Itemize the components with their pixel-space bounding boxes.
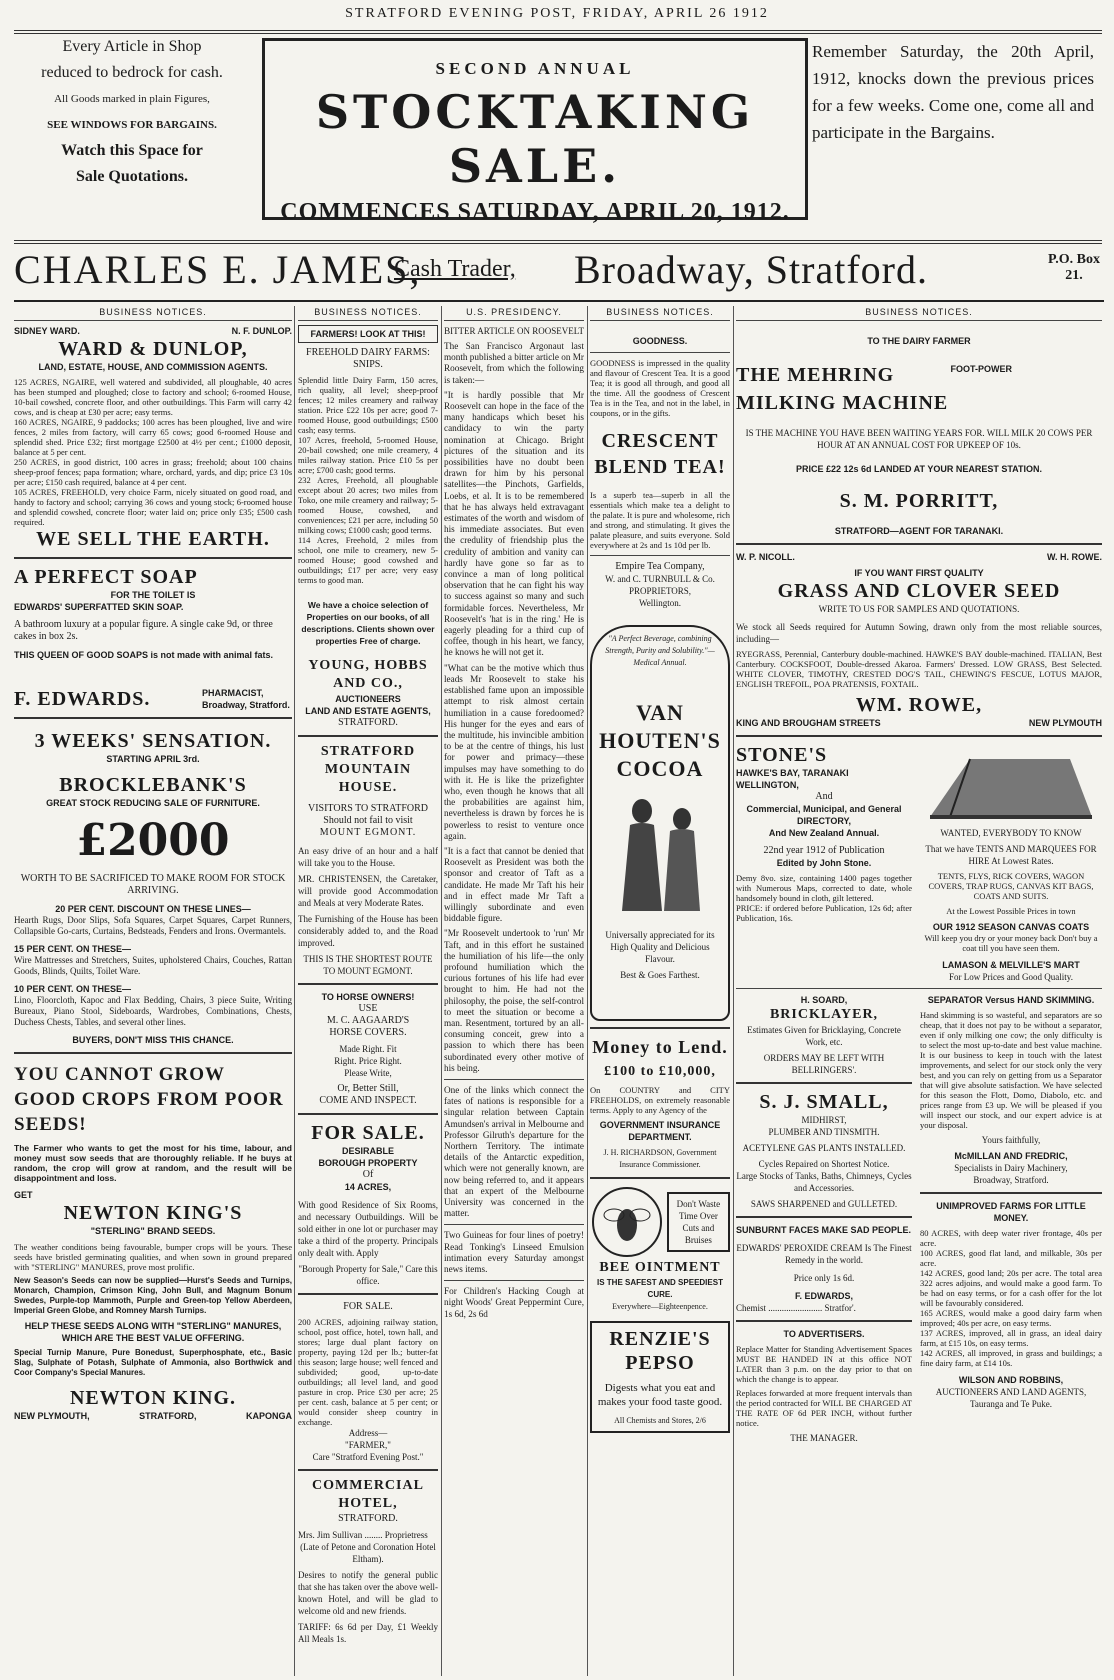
- saws: SAWS SHARPENED and GULLETED.: [750, 1199, 898, 1209]
- queen-soaps: THIS QUEEN OF GOOD SOAPS is not made with animal fats.: [14, 650, 274, 660]
- wh-rowe: W. H. ROWE.: [1047, 552, 1102, 562]
- country-freeholds: On COUNTRY and CITY FREEHOLDS, on extremely reasonable terms. Apply to any Agency of the: [590, 1085, 730, 1115]
- loc-new-plymouth: NEW PLYMOUTH,: [14, 1411, 90, 1421]
- paragraph: "Mr Roosevelt undertook to 'run' Mr Taft, and in this effort he sustained the humiliation of his life—the only profound humiliation which the curious fortunes of his life had ever brought to him. He had not the philosophy, the poise, the self-control to meet the situation or become a man. Resentment, tortured by an all-consuming conceit, grew into a passion to which there has been subordinated every other motive of his being.: [444, 928, 584, 1073]
- dairy-farmer: TO THE DAIRY FARMER: [867, 336, 971, 346]
- column-rule: [733, 306, 734, 1676]
- borough-property: "Borough Property for Sale," Care this office.: [298, 1264, 438, 1286]
- porritt: S. M. PORRITT,: [839, 490, 999, 512]
- wm-rowe: WM. ROWE,: [855, 694, 983, 716]
- paragraph: For Children's Hacking Cough at night Woods' Great Peppermint Cure, 1s 6d, 2s 6d: [444, 1286, 584, 1319]
- residence-text: With good Residence of Six Rooms, and necessary Outbuildings. Will be sold either in one lot or purchaser may take a third of the property. Principals only dealt with. Apply: [298, 1200, 438, 1258]
- broadway: Broadway, Stratford.: [973, 1175, 1049, 1185]
- banner-left-line1: Every Article in Shop: [62, 38, 202, 55]
- masthead: STRATFORD EVENING POST, FRIDAY, APRIL 26 1912: [345, 6, 769, 21]
- tariff: TARIFF: 6s 6d per Day, £1 Weekly All Meals 1s.: [298, 1622, 438, 1644]
- to-advertisers: TO ADVERTISERS.: [783, 1329, 865, 1339]
- column-heading: BUSINESS NOTICES.: [14, 306, 292, 321]
- desires-notify: Desires to notify the general public that she has taken over the above well-known Hotel, and will be glad to welcome old and new friends.: [298, 1570, 438, 1616]
- ward-dunlop-title: WARD & DUNLOP,: [58, 338, 248, 360]
- bee-ointment-ad: [590, 1185, 730, 1259]
- sterling-seeds: "STERLING" BRAND SEEDS.: [90, 1226, 216, 1236]
- turnbull: W. and C. TURNBULL & Co.: [605, 574, 715, 584]
- banner-left: [14, 34, 250, 190]
- desirable-borough: DESIRABLE BOROUGH PROPERTY: [318, 1146, 418, 1168]
- column-heading: BUSINESS NOTICES.: [590, 306, 730, 321]
- goodness-text: GOODNESS is impressed in the quality and flavour of Crescent Tea. It is a good Tea; it is good all through, and good all the time. All the goodness of Crescent Tea is in the Tea, and not in the label, in coupons, or in the gifts.: [590, 358, 730, 418]
- chemist: Chemist ........................ Stratfor'.: [736, 1303, 856, 1313]
- commences-line: COMMENCES SATURDAY, APRIL 20, 1912.: [280, 199, 790, 225]
- visitors: VISITORS TO STRATFORD: [307, 803, 429, 814]
- peroxide: EDWARDS' PEROXIDE CREAM Is The Finest Remedy in the world.: [736, 1243, 912, 1265]
- discount-10: 10 PER CENT. ON THESE—: [14, 984, 132, 994]
- first-quality: IF YOU WANT FIRST QUALITY: [854, 568, 984, 578]
- land-estate-agents: LAND AND ESTATE AGENTS,: [305, 706, 431, 716]
- furnishing: The Furnishing of the House has been considerably added to, and the Road improved.: [298, 914, 438, 948]
- banner-right: Remember Saturday, the 20th April, 1912, knocks down the previous prices for a few weeks. Come one, come all and participate in the Bargains.: [812, 42, 1094, 142]
- bee-icon: [590, 1185, 663, 1259]
- column-rule: [294, 306, 295, 1676]
- lamason-mart: LAMASON & MELVILLE'S MART: [942, 960, 1080, 970]
- of: Of: [362, 1169, 374, 1180]
- we-sell-earth: WE SELL THE EARTH.: [36, 528, 270, 550]
- freehold-snips: FREEHOLD DAIRY FARMS: SNIPS.: [306, 347, 430, 370]
- stratford: STRATFORD.: [338, 717, 398, 728]
- easy-drive: An easy drive of an hour and a half will take you to the House.: [298, 846, 438, 868]
- midhirst: MIDHIRST,: [801, 1115, 847, 1125]
- mehring-price: PRICE £22 12s 6d LANDED AT YOUR NEAREST STATION.: [795, 464, 1043, 474]
- dont-waste: Don't Waste Time Over Cuts and Bruises: [667, 1192, 730, 1252]
- year-1912: 22nd year 1912 of Publication: [763, 845, 885, 856]
- farm-232: 232 Acres, Freehold, all ploughable except about 20 acres; two miles from Toko, one mile creamery and railway; 5-roomed House, cowshed, and conveniences; £21 per acre, including 50 milking cows; £1000 cash; good terms.: [298, 475, 438, 535]
- sj-small: S. J. SMALL,: [759, 1091, 889, 1113]
- horse-owners: TO HORSE OWNERS!: [321, 992, 415, 1002]
- new-season: New Season's Seeds can now be supplied—Hurst's Seeds and Turnips, Monarch, Champion, Crimson King, John Bull, and Magnum Bonum Swedes, Purple-top Mammoth, Purple and Green-top Yellow Aberdeen, Imperial Green Globe, and Romney Marsh Turnips.: [14, 1276, 292, 1315]
- use: USE: [358, 1003, 378, 1014]
- best-farthest: Best & Goes Farthest.: [620, 970, 700, 980]
- for-sale-2: FOR SALE.: [343, 1301, 393, 1312]
- paragraph: One of the links which connect the fates of nations is responsible for a singular relation between Captain Amundsen's arrival in Melbourne and Professor Gilruth's departure for the Northern Territory. The intimate details of the Antarctic expedition, which were not generally known, are now being referred to, and it appears that an expert of the Melbourne University was concerned in the matter.: [444, 1085, 584, 1219]
- banner-left-line6: Sale Quotations.: [75, 168, 188, 185]
- hawkes-bay: HAWKE'S BAY, TARANAKI WELLINGTON,: [736, 768, 849, 790]
- safest-cure: IS THE SAFEST AND SPEEDIEST CURE.: [597, 1278, 723, 1299]
- replaces-forwarded: Replaces forwarded at more frequent intervals than the period contracted for WILL BE CHARGED AT THE RATE OF 6d PER INCH, without further notice.: [736, 1388, 912, 1428]
- new-plymouth: NEW PLYMOUTH: [1028, 718, 1102, 728]
- column-1: [14, 306, 292, 1676]
- demy-size: Demy 8vo. size, containing 1400 pages together with Numerous Maps, corrected to date, whole handsomely bound in cloth, gilt lettered.: [736, 873, 912, 903]
- stones: STONE'S: [736, 744, 828, 766]
- column-5: [736, 306, 1102, 1676]
- aagaard: M. C. AAGAARD'S: [326, 1015, 410, 1026]
- price-order: PRICE: if ordered before Publication, 12s 6d; after Publication, 16s.: [736, 903, 912, 923]
- sunburnt: SUNBURNT FACES MAKE SAD PEOPLE.: [736, 1225, 912, 1235]
- separator-text: Hand skimming is so wasteful, and separators are so cheap, that it does not pay to be without a separator, even if only milking one cow; the only difficulty is to select the most up-to-date and best value machine. It is our business to keep in touch with the latest improvements, and select for our stock only the very best, and you can rely on getting from us a Separator that will give absolute satisfaction. We have selected for this season the Flott, Domo, Diabolo, etc. and prices range from £3 up. We will be pleased if you will inspect our stock, and our expert advice is at your disposal.: [920, 1010, 1102, 1130]
- column-2: [298, 306, 438, 1676]
- yours-faithfully: Yours faithfully,: [981, 1135, 1041, 1145]
- worth-text: WORTH TO BE SACRIFICED TO MAKE ROOM FOR STOCK ARRIVING.: [20, 873, 286, 896]
- starting-april: STARTING APRIL 3rd.: [106, 754, 200, 764]
- column-4: [590, 306, 730, 1676]
- farm-107: 107 Acres, freehold, 5-roomed House, 20-bail cowshed; one mile creamery, 4 miles railway station. Price £10 5s per acre; £700 cash; good terms.: [298, 435, 438, 475]
- write-samples: WRITE TO US FOR SAMPLES AND QUOTATIONS.: [818, 604, 1020, 614]
- horse-covers: HORSE COVERS.: [329, 1027, 407, 1038]
- van-houten-title: VAN HOUTEN'S COCOA: [599, 700, 721, 781]
- farm-80: 80 ACRES, with deep water river frontage, 40s per acre.: [920, 1228, 1102, 1248]
- auctioneers-land: AUCTIONEERS AND LAND AGENTS,: [935, 1387, 1087, 1397]
- tents-list: TENTS, FLYS, RICK COVERS, WAGON COVERS, TRAP RUGS, CANVAS KIT BAGS, COATS AND SUITS.: [928, 871, 1094, 901]
- caretaker: MR. CHRISTENSEN, the Caretaker, will provide good Accommodation and Meals at very Moderate Rates.: [298, 874, 438, 908]
- cocoa-quote: "A Perfect Beverage, combining Strength, Purity and Solubility."—Medical Annual.: [605, 634, 715, 667]
- wanted-everybody: WANTED, EVERYBODY TO KNOW: [940, 828, 1082, 838]
- plumber: PLUMBER AND TINSMITH.: [768, 1127, 880, 1137]
- column-heading: U.S. PRESIDENCY.: [444, 306, 584, 321]
- tents-ad: [920, 743, 1102, 983]
- orders-left: ORDERS MAY BE LEFT WITH BELLRINGERS'.: [763, 1053, 885, 1075]
- listing-160: 160 ACRES, NGAIRE, 9 paddocks; 100 acres has been ploughed, live and wire fences, 2 miles from factory, will carry 65 cows; good 6-roomed House and splendid shed. Price £32; first mortgage £2500 at 4½ per cent.; £1000 deposit, balance at 5 per cent.: [14, 417, 292, 457]
- bathroom-text: A bathroom luxury at a popular figure. A single cake 9d, or three cakes in box 2s.: [14, 619, 273, 642]
- foot-power: FOOT-POWER: [950, 364, 1012, 374]
- buyers-chance: BUYERS, DON'T MISS THIS CHANCE.: [72, 1035, 234, 1045]
- weather-text: The weather conditions being favourable, bumper crops will be yours. These seeds have bristled germinating qualities, and when sown in ground prepared with "STERLING" MANURES, prove most prolific.: [14, 1242, 292, 1272]
- superb-tea: Is a superb tea—superb in all the essentials which make tea a delight to the palate. It is pure and wholesome, rich and strong, and stimulating. It gives the palate pleasure, and suits everyone. Sold everywhere at 2s and 1s 10d per lb.: [590, 490, 730, 550]
- coats-text: Will keep you dry or your money back Don't buy a coat till you have seen them.: [924, 933, 1098, 953]
- price-1s6d: Price only 1s 6d.: [793, 1273, 855, 1283]
- lowest-prices: At the Lowest Possible Prices in town: [946, 906, 1076, 916]
- proprietress: Mrs. Jim Sullivan ........ Proprietress: [298, 1530, 428, 1540]
- discount-20: 20 PER CENT. DISCOUNT ON THESE LINES—: [55, 904, 251, 914]
- pharmacist: PHARMACIST, Broadway, Stratford.: [202, 688, 290, 710]
- bitter-article: BITTER ARTICLE ON ROOSEVELT: [444, 326, 584, 336]
- come-inspect: COME AND INSPECT.: [319, 1095, 417, 1106]
- stocktaking-box: [262, 38, 808, 225]
- tent-illustration: [920, 747, 1100, 827]
- porritt-agent: STRATFORD—AGENT FOR TARANAKI.: [834, 526, 1004, 536]
- separator-vs: SEPARATOR Versus HAND SKIMMING.: [927, 995, 1095, 1005]
- banner-left-line4: SEE WINDOWS FOR BARGAINS.: [47, 119, 217, 131]
- tauranga: Tauranga and Te Puke.: [969, 1399, 1053, 1409]
- banner-left-line2: reduced to bedrock for cash.: [41, 64, 223, 81]
- money-to-lend: Money to Lend.: [592, 1037, 728, 1057]
- edwards-soap: EDWARDS' SUPERFATTED SKIN SOAP.: [14, 602, 184, 612]
- mount-egmont: MOUNT EGMONT.: [319, 827, 417, 838]
- second-annual: SECOND ANNUAL: [435, 59, 635, 78]
- discount-20-lines: Hearth Rugs, Door Slips, Sofa Squares, Carpet Squares, Carpet Runners, Collapsible Go-carts, Curtains, Bedsteads, Fenders and Irons. Overmantels.: [14, 915, 292, 936]
- farm-150: Splendid little Dairy Farm, 150 acres, rich quality, all level; sheep-proof fences; 12 miles creamery and railway station. Price £22 10s per acre; good 7-roomed House, good outbuildings; £500 cash; easy terms.: [298, 375, 438, 435]
- cycles: Cycles Repaired on Shortest Notice.: [758, 1159, 890, 1169]
- brocklebank: BROCKLEBANK'S: [59, 774, 247, 796]
- seed-list: RYEGRASS, Perennial, Canterbury double-machined. HAWKE'S BAY double-machined. ITALIAN, Best Canterbury. COCKSFOOT, Double-dressed Akaroa. Farmers' Dressed. LOW GRASS, Best Selected. WHITE CLOVER, TIMOTHY, CRESTED DOG'S TAIL, CHEWING'S FESCUE, LOTUS MAJOR, ENGLISH TREFOIL, POA PRATENSIS, FOXTAIL.: [736, 649, 1102, 689]
- young-hobbs: YOUNG, HOBBS AND CO.,: [308, 658, 428, 691]
- chemists: All Chemists and Stores, 2/6: [614, 1416, 706, 1425]
- loc-kaponga: KAPONGA: [245, 1411, 292, 1421]
- gov-insurance: GOVERNMENT INSURANCE DEPARTMENT.: [599, 1120, 721, 1142]
- wellington: Wellington.: [638, 598, 682, 608]
- farm-142b: 142 ACRES, all improved, in grass and buildings; a fine dairy farm, at £14 10s.: [920, 1348, 1102, 1368]
- newton-king: NEWTON KING.: [69, 1387, 237, 1409]
- low-prices: For Low Prices and Good Quality.: [949, 972, 1073, 982]
- paragraph: "It is hardly possible that Mr Roosevelt can hope in the face of the many handicaps which beset his candidacy to win the party nomination at Chicago. Bright pictures of the situation and its possibilities have no doubt been drawn for him by his personal satellites—the Pinchots, Garfields, Loebs, et al. It is to be remembered that he has always held extravagant estimates of the worth and wisdom of his immediate associates. But even the credulity of friendship plus the credulity of ambition and vanity can hardly have gone so far as to convince a man of long political observation that he can fight his way to success against so many and such formidable forces. Nevertheless, Mr Roosevelt's 'hat is in the ring.' He is eagerly pleading for a third cup of coffee, though in his heart, we fancy, he knows he will not get it.: [444, 389, 584, 658]
- stones-directory: [736, 743, 912, 983]
- ward-agents: LAND, ESTATE, HOUSE, AND COMMISSION AGENTS.: [38, 362, 268, 372]
- richardson: J. H. RICHARDSON, Government Insurance Commissioner.: [603, 1148, 717, 1169]
- farm-165: 165 ACRES, would make a good dairy farm when improved; 40s per acre, on easy terms.: [920, 1308, 1102, 1328]
- fourteen-acres: 14 ACRES,: [344, 1182, 392, 1192]
- column-rule: [587, 306, 588, 1676]
- cj-place: Broadway, Stratford.: [574, 247, 928, 292]
- wp-nicoll: W. P. NICOLL.: [736, 552, 795, 562]
- banner-left-line5: Watch this Space for: [61, 142, 203, 159]
- banner-left-line3: All Goods marked in plain Figures,: [54, 93, 210, 105]
- farm-100: 100 ACRES, good flat land, and milkable, 30s per acre.: [920, 1248, 1102, 1268]
- cj-name: CHARLES E. JAMES,: [14, 247, 422, 292]
- paragraph: "It is a fact that cannot be denied that Roosevelt as President was both the sponsor and creator of Taft as a candidate. He made Mr Taft his heir and in effect made Mr Taft a willingly subordinate and even biddable figure.: [444, 845, 584, 924]
- goodness: GOODNESS.: [632, 336, 688, 346]
- column-heading: BUSINESS NOTICES.: [298, 306, 438, 321]
- for-sale: FOR SALE.: [311, 1122, 425, 1144]
- figures-illustration: [600, 791, 720, 921]
- charles-james-banner: [14, 246, 1104, 302]
- estimates: Estimates Given for Bricklaying, Concrete Work, etc.: [747, 1025, 901, 1047]
- perfect-soap: A PERFECT SOAP: [14, 566, 198, 588]
- cannot-grow: YOU CANNOT GROW GOOD CROPS FROM POOR SEEDS!: [14, 1064, 284, 1135]
- loc-stratford: STRATFORD,: [139, 1411, 197, 1421]
- great-stock: GREAT STOCK REDUCING SALE OF FURNITURE.: [46, 798, 260, 808]
- address-label: Address—: [348, 1428, 388, 1438]
- auctioneers: AUCTIONEERS: [335, 694, 401, 704]
- nf-dunlop: N. F. DUNLOP.: [231, 326, 292, 336]
- unimproved-farms: UNIMPROVED FARMS FOR LITTLE MONEY.: [936, 1201, 1086, 1223]
- special-manure: Special Turnip Manure, Pure Bonedust, Superphosphate, etc., Basic Slag, Sulphate of Potash, Sulphate of Ammonia, also Borthwick and Coor Company's Special Manures.: [14, 1348, 292, 1377]
- eighteenpence: Everywhere—Eighteenpence.: [612, 1302, 708, 1311]
- farm-114: 114 Acres, Freehold, 2 miles from school, one mile to creamery, new 5-roomed House; good cowshed and outbuildings; £17 per acre; very easy terms to good man.: [298, 535, 438, 585]
- listing-105: 105 ACRES, FREEHOLD, very choice Farm, nicely situated on good road, and handy to factory and school; carrying 36 cows and young stock; 6-roomed house and splendid cowshed, concrete floor; water laid on; price only £35; £500 cash required.: [14, 487, 292, 527]
- listing-125: 125 ACRES, NGAIRE, well watered and subdivided, all ploughable, 40 acres has been stumped and ploughed; close to factory and school; 6-roomed House, 10-bail cowshed, concrete floor, and other outbuildings. This Farm will carry 42 cows, and is cheap at £30 per acre; easy terms.: [14, 377, 292, 417]
- replace-matter: Replace Matter for Standing Advertisement Spaces MUST BE HANDED IN at this office NOT LATER than 3 p.m. on the day prior to that on which the change is to appear.: [736, 1344, 912, 1384]
- farmer-address: "FARMER,": [345, 1440, 391, 1450]
- canvas-coats: OUR 1912 SEASON CANVAS COATS: [932, 922, 1090, 932]
- bricklayer: BRICKLAYER,: [769, 1007, 879, 1022]
- paragraph: The San Francisco Argonaut last month published a bitter article on Mr Roosevelt, from which the following is taken:—: [444, 341, 584, 385]
- specialists: Specialists in Dairy Machinery,: [954, 1163, 1068, 1173]
- late-of: (Late of Petone and Coronation Hotel Eltham).: [300, 1542, 436, 1564]
- discount-10-lines: Lino, Floorcloth, Kapoc and Flax Bedding, Chairs, 3 piece Suite, Writing Bureaux, Piano Stool, Sideboards, Wardrobes, Combinations, Chests, Duchess Chests, Tables, and several other lines.: [14, 995, 292, 1027]
- weeks-sensation: 3 WEEKS' SENSATION.: [34, 730, 272, 752]
- newton-king-seeds: NEWTON KING'S: [63, 1202, 243, 1224]
- stratford-2: STRATFORD.: [338, 1513, 398, 1524]
- paragraph: Two Guineas for four lines of poetry! Read Tonking's Linseed Emulsion intimation every Saturday amongst news items.: [444, 1230, 584, 1275]
- universally: Universally appreciated for its High Quality and Delicious Flavour.: [605, 930, 715, 964]
- grass-clover: GRASS AND CLOVER SEED: [777, 580, 1061, 602]
- money-range: £100 to £10,000,: [604, 1064, 716, 1079]
- wilson-robbins: WILSON AND ROBBINS,: [958, 1375, 1064, 1385]
- farmers-look: FARMERS! LOOK AT THIS!: [298, 325, 438, 343]
- commercial-hotel: COMMERCIAL HOTEL,: [312, 1478, 424, 1511]
- mcmillan-fredric: McMILLAN AND FREDRIC,: [954, 1151, 1068, 1161]
- mehring-text: IS THE MACHINE YOU HAVE BEEN WAITING YEARS FOR. WILL MILK 20 COWS PER HOUR AT AN ANNUAL COST FOR UPKEEP OF 10s.: [745, 428, 1093, 450]
- paragraph: "What can be the motive which thus leads Mr Roosevelt to stake his established fame upon an impossible attempt to risk almost certain humiliation in a cause foredoomed? His hunger for the eyes and ears of the multitude, his invincible ambition to be at the centre of things, his lust for power and primacy—these impulses may have something to do with it. He is like the prizefighter who, even though he knows that all the probabilities are against him, nevertheless is drawn by forces he is powerless to resist to venture once again.: [444, 662, 584, 841]
- van-houten-ad: [590, 625, 730, 1021]
- listing-250: 250 ACRES, in good district, 100 acres in grass; freehold; about 100 chains sheep-proof fences; papa formation; whare, orchard, yards, and dip; price £3 10s per acre; £150 cash required, balance at 4 per cent.: [14, 457, 292, 487]
- the-manager: THE MANAGER.: [790, 1433, 858, 1443]
- f-edwards-2: F. EDWARDS,: [794, 1291, 853, 1301]
- sale-200-acres: 200 ACRES, adjoining railway station, school, post office, hotel, town hall, and stores; large dual plant factory on property, paying 12d per lb.; butter-fat this season; large house; well fenced and subdivided; good, up-to-date outbuildings; all level land, and good pasture in crop. Price £30 per acre; 25 per cent. cash, balance at 5 per cent; or would consider sheep country in exchange.: [298, 1317, 438, 1427]
- digests: Digests what you eat and makes your food taste good.: [597, 1382, 723, 1408]
- crescent-blend: CRESCENT BLEND TEA!: [594, 430, 726, 478]
- care-post: Care "Stratford Evening Post.": [312, 1452, 424, 1462]
- discount-15: 15 PER CENT. ON THESE—: [14, 944, 132, 954]
- proprietors: PROPRIETORS,: [628, 586, 692, 596]
- tents-hire: That we have TENTS AND MARQUEES FOR HIRE At Lowest Rates.: [925, 844, 1097, 866]
- commercial-directory: Commercial, Municipal, and General DIRECTORY,: [746, 804, 902, 826]
- column-3: [444, 306, 584, 1676]
- discount-15-lines: Wire Mattresses and Stretchers, Suites, upholstered Chairs, Couches, Rattan Goods, Blinds, Quilts, Toilet Ware.: [14, 955, 292, 976]
- nz-annual: And New Zealand Annual.: [768, 828, 880, 838]
- h-soard: H. SOARD,: [800, 995, 848, 1005]
- column-rule: [441, 306, 442, 1676]
- get-label: GET: [14, 1190, 33, 1200]
- made-right: Made Right. Fit Right. Price Right. Please Write,: [334, 1044, 402, 1078]
- cj-trade: Cash Trader,: [394, 256, 516, 282]
- shortest-route: THIS IS THE SHORTEST ROUTE TO MOUNT EGMONT.: [303, 954, 433, 976]
- edited-by: Edited by John Stone.: [776, 858, 872, 868]
- farmer-text: The Farmer who wants to get the most for his time, labour, and money must sow seeds that are thoroughly reliable. If he buys at random, the crop will grow at random, and the result will be disappointment and loss.: [14, 1143, 292, 1183]
- or-better: Or, Better Still,: [337, 1083, 399, 1094]
- mehring-machine: THE MEHRING MILKING MACHINE: [736, 364, 949, 414]
- renzie-pepso: RENZIE'S PEPSO: [609, 1328, 711, 1374]
- for-toilet: FOR THE TOILET IS: [110, 590, 196, 600]
- empire-tea: Empire Tea Company,: [615, 561, 705, 572]
- sidney-ward: SIDNEY WARD.: [14, 326, 80, 336]
- bee-ointment: BEE OINTMENT: [599, 1260, 721, 1275]
- f-edwards: F. EDWARDS.: [14, 688, 151, 710]
- stocktaking-title: STOCKTAKING SALE.: [315, 85, 755, 193]
- cj-po: P.O. Box 21.: [1048, 252, 1100, 283]
- king-brougham: KING AND BROUGHAM STREETS: [736, 718, 881, 728]
- acetylene: ACETYLENE GAS PLANTS INSTALLED.: [742, 1143, 906, 1153]
- and: And: [815, 791, 833, 802]
- choice-selection: We have a choice selection of Properties on our books, of all descriptions. Clients shown over properties Free of charge.: [301, 600, 435, 646]
- farm-137: 137 ACRES, improved, all in grass, an ideal dairy farm, at £15 10s, on easy terms.: [920, 1328, 1102, 1348]
- we-stock: We stock all Seeds required for Autumn Sowing, drawn only from the most reliable sources, including—: [736, 622, 1102, 644]
- column-heading: BUSINESS NOTICES.: [736, 306, 1102, 321]
- farm-142: 142 ACRES, good land; 20s per acre. The total area 322 acres adjoins, and would make a good farm. To be had on easy terms, or for a cash offer for the lot will be favourably considered.: [920, 1268, 1102, 1308]
- amount-2000: £2000: [76, 815, 230, 866]
- should-not-fail: Should not fail to visit: [323, 815, 413, 826]
- large-stocks: Large Stocks of Tanks, Baths, Chimneys, Cycles and Accessories.: [736, 1171, 912, 1193]
- renzie-ad: [590, 1321, 730, 1433]
- help-seeds: HELP THESE SEEDS ALONG WITH "STERLING" MANURES, WHICH ARE THE BEST VALUE OFFERING.: [24, 1321, 282, 1343]
- mountain-house: STRATFORD MOUNTAIN HOUSE.: [320, 744, 416, 795]
